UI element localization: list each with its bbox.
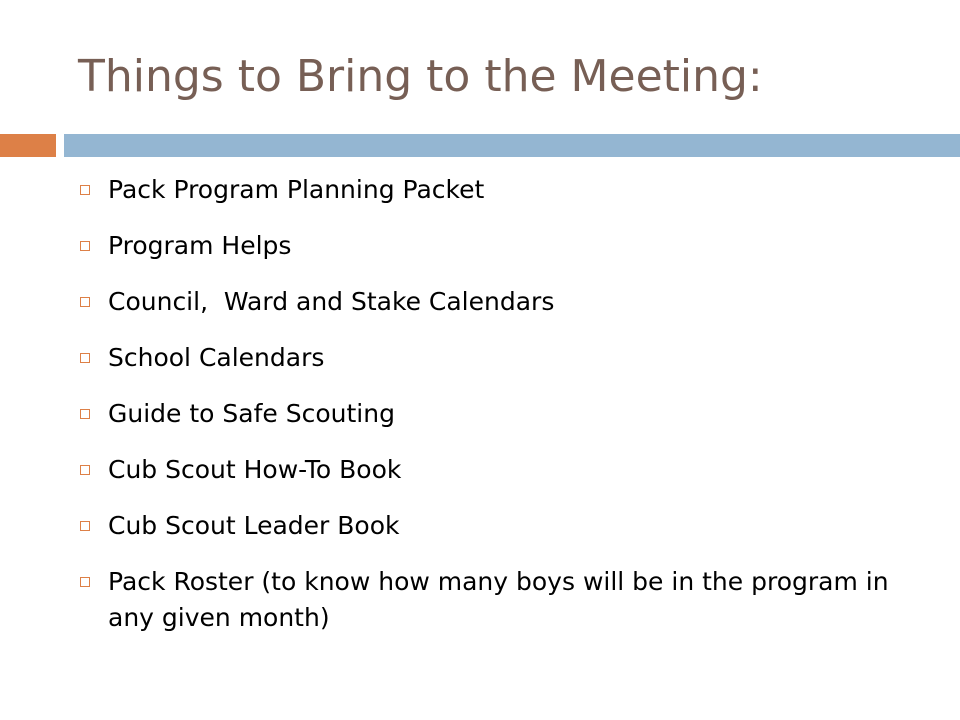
bullet-text: Council, Ward and Stake Calendars: [108, 287, 555, 316]
bullet-item: [80, 452, 910, 488]
bullet-text: Program Helps: [108, 231, 292, 260]
bullet-text: Pack Program Planning Packet: [108, 175, 485, 204]
title-accent-bar: [0, 134, 56, 157]
hollow-square-bullet-icon: [80, 297, 90, 307]
bullet-item: [80, 564, 910, 636]
bullet-text: Cub Scout Leader Book: [108, 511, 400, 540]
bullet-text: Guide to Safe Scouting: [108, 399, 395, 428]
hollow-square-bullet-icon: [80, 521, 90, 531]
hollow-square-bullet-icon: [80, 465, 90, 475]
hollow-square-bullet-icon: [80, 353, 90, 363]
bullet-item: [80, 228, 910, 264]
bullet-item: [80, 172, 910, 208]
hollow-square-bullet-icon: [80, 409, 90, 419]
hollow-square-bullet-icon: [80, 577, 90, 587]
hollow-square-bullet-icon: [80, 185, 90, 195]
title-rule-bar: [64, 134, 960, 157]
slide-title: Things to Bring to the Meeting:: [78, 51, 763, 102]
bullet-text: Pack Roster (to know how many boys will be in the program in any given month): [108, 567, 889, 632]
bullet-text: School Calendars: [108, 343, 325, 372]
bullet-list: [80, 172, 910, 656]
bullet-text: Cub Scout How-To Book: [108, 455, 402, 484]
bullet-item: [80, 340, 910, 376]
bullet-item: [80, 284, 910, 320]
bullet-item: [80, 508, 910, 544]
bullet-item: [80, 396, 910, 432]
hollow-square-bullet-icon: [80, 241, 90, 251]
